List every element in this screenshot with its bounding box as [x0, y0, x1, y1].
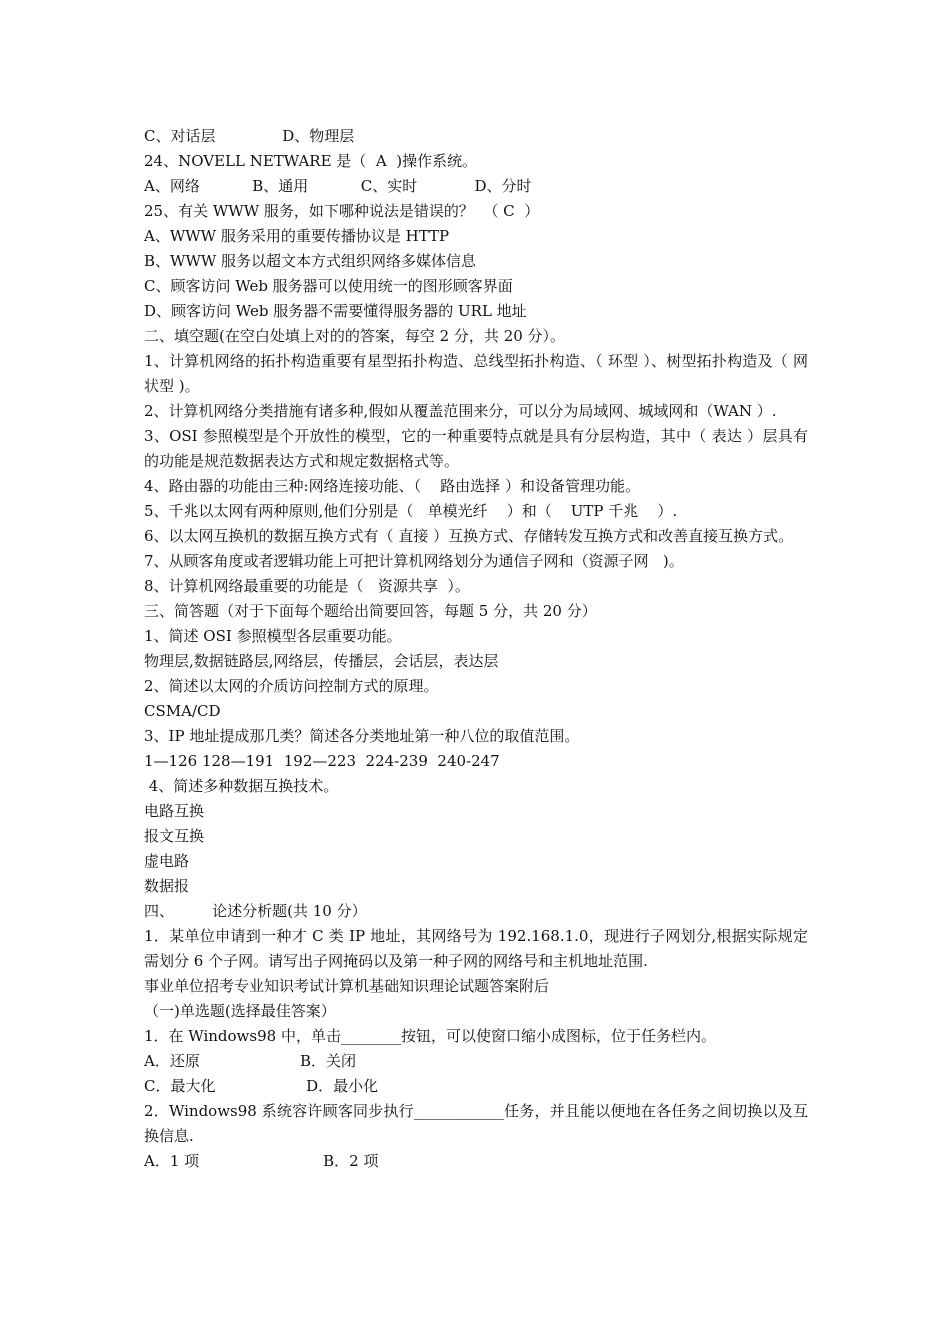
- text-line: 25、有关 WWW 服务，如下哪种说法是错误的？ （ C ）: [144, 202, 540, 220]
- text-line: CSMA/CD: [144, 702, 221, 720]
- text-line: B、WWW 服务以超文本方式组织网络多媒体信息: [144, 252, 477, 270]
- text-line: 二、填空题(在空白处填上对的的答案，每空 2 分，共 20 分）。: [144, 327, 566, 345]
- text-line: 5、千兆以太网有两种原则,他们分别是（ 单模光纤 ）和（ UTP 千兆 ）.: [144, 502, 678, 520]
- text-line: 物理层,数据链路层,网络层，传播层，会话层，表达层: [144, 652, 499, 670]
- text-line: 1、简述 OSI 参照模型各层重要功能。: [144, 627, 402, 645]
- text-line: 8、计算机网络最重要的功能是（ 资源共享 ）。: [144, 577, 470, 595]
- text-line: （一)单选题(选择最佳答案）: [144, 1002, 336, 1020]
- text-line: C、对话层 D、物理层: [144, 127, 355, 145]
- text-line: 数据报: [144, 877, 190, 895]
- text-paragraph: 2、计算机网络分类措施有诸多种,假如从覆盖范围来分，可以分为局域网、城域网和（WAN ）.: [144, 402, 777, 420]
- text-line: C、顾客访问 Web 服务器可以使用统一的图形顾客界面: [144, 277, 513, 295]
- text-line: 电路互换: [144, 802, 205, 820]
- text-line: A、网络 B、通用 C、实时 D、分时: [144, 177, 532, 195]
- text-line: 1—126 128—191 192—223 224-239 240-247: [144, 752, 500, 770]
- text-paragraph: 1．某单位申请到一种才 C 类 IP 地址，其网络号为 192.168.1.0，现进行子网划分,根据实际规定需划分 6 个子网。请写出子网掩码以及第一种子网的网络号和主机地址范围.: [144, 927, 808, 970]
- text-line: 报文互换: [144, 827, 205, 845]
- text-line: D、顾客访问 Web 服务器不需要懂得服务器的 URL 地址: [144, 302, 527, 320]
- text-paragraph: 3、OSI 参照模型是个开放性的模型，它的一种重要特点就是具有分层构造，其中（ 表达 ）层具有的功能是规范数据表达方式和规定数据格式等。: [144, 427, 808, 470]
- text-line: A．1 项 B．2 项: [144, 1152, 379, 1170]
- text-line: C．最大化 D．最小化: [144, 1077, 379, 1095]
- text-line: 四、 论述分析题(共 10 分）: [144, 902, 367, 920]
- document-body: [144, 124, 808, 1174]
- text-line: 4、路由器的功能由三种:网络连接功能、（ 路由选择 ）和设备管理功能。: [144, 477, 640, 495]
- text-line: A．还原 B．关闭: [144, 1052, 356, 1070]
- text-line: 2、简述以太网的介质访问控制方式的原理。: [144, 677, 439, 695]
- text-paragraph: 6、以太网互换机的数据互换方式有（ 直接 ）互换方式、存储转发互换方式和改善直接互换方式。: [144, 527, 794, 545]
- text-line: A、WWW 服务采用的重要传播协议是 HTTP: [144, 227, 450, 245]
- text-paragraph: 1、计算机网络的拓扑构造重要有星型拓扑构造、总线型拓扑构造、（ 环型 ）、树型拓扑构造及（ 网状型 )。: [144, 352, 808, 395]
- text-line: 虚电路: [144, 852, 190, 870]
- text-line: 事业单位招考专业知识考试计算机基础知识理论试题答案附后: [144, 977, 550, 995]
- text-paragraph: 2．Windows98 系统容许顾客同步执行____________任务，并且能以便地在各任务之间切换以及互换信息.: [144, 1102, 808, 1145]
- text-line: 三、简答题（对于下面每个题给出简要回答，每题 5 分，共 20 分）: [144, 602, 597, 620]
- text-line: 3、IP 地址提成那几类？简述各分类地址第一种八位的取值范围。: [144, 727, 580, 745]
- text-line: 24、NOVELL NETWARE 是（ A )操作系统。: [144, 152, 478, 170]
- text-line: 1．在 Windows98 中，单击________按钮，可以使窗口缩小成图标，位于任务栏内。: [144, 1027, 716, 1045]
- text-line: 4、简述多种数据互换技术。: [144, 777, 339, 795]
- text-line: 7、从顾客角度或者逻辑功能上可把计算机网络划分为通信子网和（资源子网 )。: [144, 552, 684, 570]
